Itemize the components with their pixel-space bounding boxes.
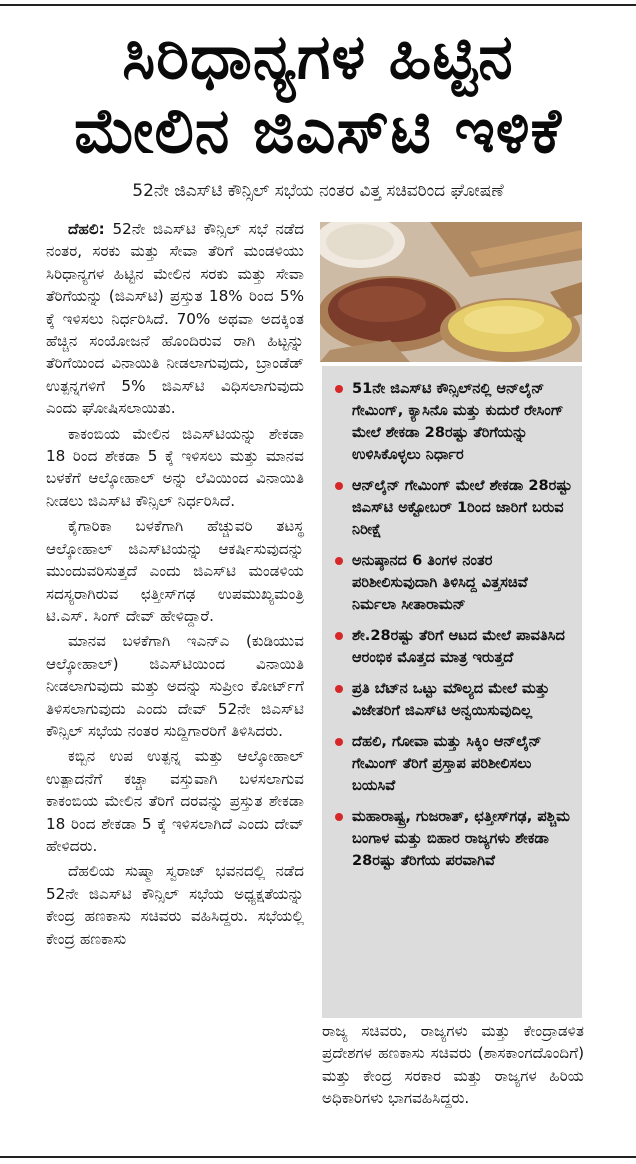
article-paragraph: ಕೈಗಾರಿಕಾ ಬಳಕೆಗಾಗಿ ಹೆಚ್ಚುವರಿ ತಟಸ್ಥ ಆಲ್ಕೋಹಾಲ್‌ ಜಿಎಸ್‌ಟಿಯನ್ನು ಆಕರ್ಷಿಸುವುದನ್ನು ಮುಂದುವರಿಸುತ್ತದೆ ಎಂದು ಜಿಎಸ್‌ಟಿ ಮಂಡಳಿಯ ಸದಸ್ಯರಾಗಿರುವ ಛತ್ತೀಸ್‌ಗಢ ಉಪಮುಖ್ಯಮಂತ್ರಿ ಟಿ.ಎಸ್‌. ಸಿಂಗ್‌ ದೇವ್‌ ಹೇಳಿದ್ದಾರೆ.: [46, 517, 304, 625]
article-paragraph: ಕಬ್ಬಿನ ಉಪ ಉತ್ಪನ್ನ ಮತ್ತು ಆಲ್ಕೋಹಾಲ್‌ ಉತ್ಪಾದನೆಗೆ ಕಚ್ಚಾ ವಸ್ತುವಾಗಿ ಬಳಸಲಾಗುವ ಕಾಕಂಬಿಯ ಮೇಲಿನ ತೆರಿಗೆ ದರವನ್ನು ಪ್ರಸ್ತುತ ಶೇಕಡಾ 18 ರಿಂದ ಶೇಕಡಾ 5 ಕ್ಕೆ ಇಳಿಸಲಾಗಿದೆ ಎಂದು ದೇವ್‌ ಹೇಳಿದರು.: [46, 747, 304, 855]
highlight-text: ಅನುಷ್ಠಾನದ 6 ತಿಂಗಳ ನಂತರ ಪರಿಶೀಲಿಸುವುದಾಗಿ ತಿಳಿಸಿದ್ದ ವಿತ್ತಸಚಿವೆ ನಿರ್ಮಲಾ ಸೀತಾರಾಮನ್‌: [352, 552, 528, 613]
highlight-text: ಪ್ರತಿ ಬೆಟ್‌ನ ಒಟ್ಟು ಮೌಲ್ಯದ ಮೇಲೆ ಮತ್ತು ವಿಜೇತರಿಗೆ ಜಿಎಸ್‌ಟಿ ಅನ್ವಯಿಸುವುದಿಲ್ಲ: [352, 680, 550, 719]
article-paragraph: ಕಾಕಂಬಿಯ ಮೇಲಿನ ಜಿಎಸ್‌ಟಿಯನ್ನು ಶೇಕಡಾ 18 ರಿಂದ ಶೇಕಡಾ 5 ಕ್ಕೆ ಇಳಿಸಲು ಮತ್ತು ಮಾನವ ಬಳಕೆಗೆ ಆಲ್ಕೋಹಾಲ್‌ ಅನ್ನು ಲೆವಿಯಿಂದ ವಿನಾಯಿತಿ ನೀಡಲು ಜಿಎಸ್‌ಟಿ ಕೌನ್ಸಿಲ್‌ ನಿರ್ಧರಿಸಿದೆ.: [46, 424, 304, 510]
highlights-box: [322, 366, 582, 1018]
article-paragraph: [46, 218, 304, 420]
highlight-item: [332, 475, 572, 541]
article-paragraph: ಮಾನವ ಬಳಕೆಗಾಗಿ ಇಎನ್‌ಎ (ಕುಡಿಯುವ ಆಲ್ಕೋಹಾಲ್‌) ಜಿಎಸ್‌ಟಿಯಿಂದ ವಿನಾಯಿತಿ ನೀಡಲಾಗುವುದು ಮತ್ತು ಅದನ್ನು ಸುಪ್ರೀಂ ಕೋರ್ಟ್‌ಗೆ ತಿಳಿಸಲಾಗುವುದು ಎಂದು ದೇವ್‌ 52ನೇ ಜಿಎಸ್‌ಟಿ ಕೌನ್ಸಿಲ್‌ ಸಭೆಯ ನಂತರ ಸುದ್ದಿಗಾರರಿಗೆ ತಿಳಿಸಿದರು.: [46, 632, 304, 740]
dateline: ದೆಹಲಿ:: [68, 220, 105, 238]
bottom-rule: [0, 1156, 636, 1158]
highlight-text: ಶೇ.28ರಷ್ಟು ತೆರಿಗೆ ಆಟದ ಮೇಲೆ ಪಾವತಿಸಿದ ಆರಂಭಿಕ ಮೊತ್ತದ ಮಾತ್ರ ಇರುತ್ತದೆ: [352, 627, 565, 666]
highlight-text: ಆನ್‌ಲೈನ್‌ ಗೇಮಿಂಗ್‌ ಮೇಲೆ ಶೇಕಡಾ 28ರಷ್ಟು ಜಿಎಸ್‌ಟಿ ಅಕ್ಟೋಬರ್‌ 1ರಿಂದ ಜಾರಿಗೆ ಬರುವ ನಿರೀಕ್ಷೆ: [352, 477, 573, 538]
highlight-text: 51ನೇ ಜಿಎಸ್‌ಟಿ ಕೌನ್ಸಿಲ್‌ನಲ್ಲಿ ಆನ್‌ಲೈನ್‌ ಗೇಮಿಂಗ್‌, ಕ್ಯಾಸಿನೊ ಮತ್ತು ಕುದುರೆ ರೇಸಿಂಗ್‌ ಮೇಲೆ ಶೇಕಡಾ 28ರಷ್ಟು ತೆರಿಗೆಯನ್ನು ಉಳಿಸಿಕೊಳ್ಳಲು ನಿರ್ಧಾರ: [352, 380, 564, 463]
bullet-icon: [335, 632, 343, 640]
bullet-icon: [335, 557, 343, 565]
headline-line-2: ಮೇಲಿನ ಜಿಎಸ್‌ಟಿ ಇಳಿಕೆ: [74, 94, 562, 167]
article-body-right: [322, 1020, 584, 1110]
headline-line-1: ಸಿರಿಧಾನ್ಯಗಳ ಹಿಟ್ಟಿನ: [122, 20, 514, 93]
article-paragraph: ರಾಜ್ಯ ಸಚಿವರು, ರಾಜ್ಯಗಳು ಮತ್ತು ಕೇಂದ್ರಾಡಳಿತ ಪ್ರದೇಶಗಳ ಹಣಕಾಸು ಸಚಿವರು (ಶಾಸಕಾಂಗದೊಂದಿಗೆ) ಮತ್ತು ಕೇಂದ್ರ ಸರಕಾರ ಮತ್ತು ರಾಜ್ಯಗಳ ಹಿರಿಯ ಅಧಿಕಾರಿಗಳು ಭಾಗವಹಿಸಿದ್ದರು.: [322, 1022, 584, 1108]
highlight-item: [332, 550, 572, 616]
article-text: 52ನೇ ಜಿಎಸ್‌ಟಿ ಕೌನ್ಸಿಲ್‌ ಸಭೆ ನಡೆದ ನಂತರ, ಸರಕು ಮತ್ತು ಸೇವಾ ತೆರಿಗೆ ಮಂಡಳಿಯು ಸಿರಿಧಾನ್ಯಗಳ ಹಿಟ್ಟಿನ ಮೇಲಿನ ಸರಕು ಮತ್ತು ಸೇವಾ ತೆರಿಗೆಯನ್ನು (ಜಿಎಸ್‌ಟಿ) ಪ್ರಸ್ತುತ 18% ರಿಂದ 5% ಕ್ಕೆ ಇಳಿಸಲು ನಿರ್ಧರಿಸಿದೆ. 70% ಅಥವಾ ಅದಕ್ಕಿಂತ ಹೆಚ್ಚಿನ ಸಂಯೋಜನೆ ಹೊಂದಿರುವ ರಾಗಿ ಹಿಟ್ಟನ್ನು ತೆರಿಗೆಯಿಂದ ವಿನಾಯಿತಿ ನೀಡಲಾಗುವುದು, ಬ್ರಾಂಡೆಡ್‌ ಉತ್ಪನ್ನಗಳಿಗೆ 5% ಜಿಎಸ್‌ಟಿ ವಿಧಿಸಲಾಗುವುದು ಎಂದು ಘೋಷಿಸಲಾಯಿತು.: [46, 220, 305, 418]
bullet-icon: [335, 385, 343, 393]
highlight-item: [332, 625, 572, 669]
highlight-item: [332, 731, 572, 797]
top-rule: [0, 4, 636, 6]
subheadline: 52ನೇ ಜಿಎಸ್‌ಟಿ ಕೌನ್ಸಿಲ್‌ ಸಭೆಯ ನಂತರ ವಿತ್ತ ಸಚಿವರಿಂದ ಘೋಷಣೆ: [132, 181, 504, 201]
article-body-left: [46, 218, 304, 950]
bullet-icon: [335, 482, 343, 490]
article-paragraph: ದೆಹಲಿಯ ಸುಷ್ಮಾ ಸ್ವರಾಜ್‌ ಭವನದಲ್ಲಿ ನಡೆದ 52ನೇ ಜಿಎಸ್‌ಟಿ ಕೌನ್ಸಿಲ್‌ ಸಭೆಯ ಅಧ್ಯಕ್ಷತೆಯನ್ನು ಕೇಂದ್ರ ಹಣಕಾಸು ಸಚಿವರು ವಹಿಸಿದ್ದರು. ಸಭೆಯಲ್ಲಿ ಕೇಂದ್ರ ಹಣಕಾಸು: [46, 862, 304, 948]
millet-scoops-photo: [320, 222, 582, 362]
highlight-text: ದೆಹಲಿ, ಗೋವಾ ಮತ್ತು ಸಿಕ್ಕಿಂ ಆನ್‌ಲೈನ್‌ ಗೇಮಿಂಗ್‌ ತೆರಿಗೆ ಪ್ರಸ್ತಾಪ ಪರಿಶೀಲಿಸಲು ಬಯಸಿವೆ: [352, 733, 542, 794]
bullet-icon: [335, 685, 343, 693]
highlight-item: [332, 806, 572, 872]
highlight-text: ಮಹಾರಾಷ್ಟ್ರ, ಗುಜರಾತ್‌, ಛತ್ತೀಸ್‌ಗಢ, ಪಶ್ಚಿಮ ಬಂಗಾಳ ಮತ್ತು ಬಿಹಾರ ರಾಜ್ಯಗಳು ಶೇಕಡಾ 28ರಷ್ಟು ತೆರಿಗೆಯ ಪರವಾಗಿವೆ: [352, 808, 571, 869]
bullet-icon: [335, 738, 343, 746]
highlight-item: [332, 678, 572, 722]
highlights-list: [322, 366, 582, 872]
bullet-icon: [335, 813, 343, 821]
millet-illustration: [320, 222, 582, 362]
highlight-item: [332, 378, 572, 466]
